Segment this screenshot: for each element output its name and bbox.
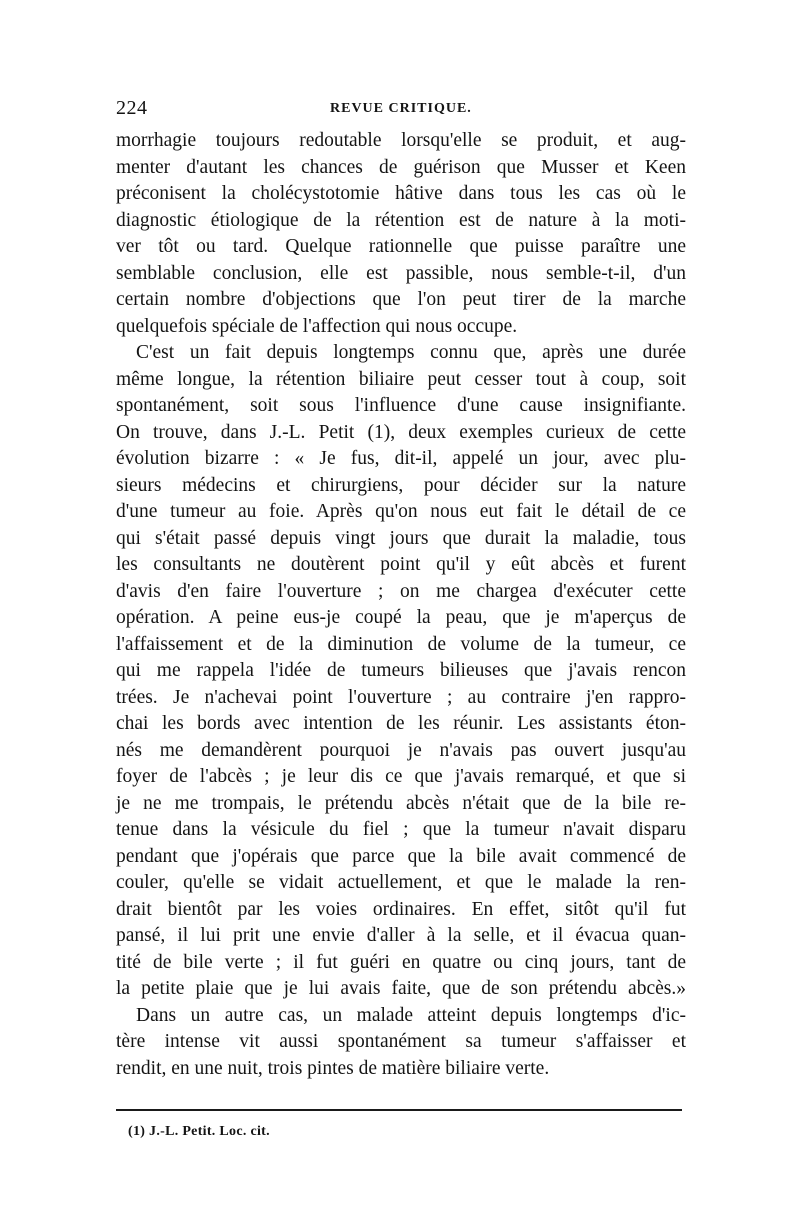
- page-header: [116, 97, 680, 121]
- text-line: morrhagie toujours redoutable lorsqu'elle se produit, et aug-: [116, 130, 686, 151]
- text-line: évolution bizarre : « Je fus, dit-il, appelé un jour, avec plu-: [116, 448, 686, 469]
- text-line: quelquefois spéciale de l'affection qui nous occupe.: [116, 315, 518, 337]
- text-line: couler, qu'elle se vidait actuellement, et que le malade la ren-: [116, 872, 686, 893]
- text-line: spontanément, soit sous l'influence d'une cause insignifiante.: [116, 395, 686, 416]
- running-title: REVUE CRITIQUE.: [330, 101, 472, 116]
- text-line: trées. Je n'achevai point l'ouverture ; au contraire j'en rappro-: [116, 686, 686, 708]
- text-line: menter d'autant les chances de guérison que Musser et Keen: [116, 156, 686, 178]
- text-line: ver tôt ou tard. Quelque rationnelle que puisse paraître une: [116, 236, 686, 257]
- body-text: [116, 128, 686, 1082]
- text-line: semblable conclusion, elle est passible, nous semble-t-il, d'un: [116, 262, 686, 284]
- text-line: qui me rappela l'idée de tumeurs bilieuses que j'avais rencon: [116, 660, 686, 681]
- footnote-divider: [116, 1109, 682, 1111]
- text-line: diagnostic étiologique de la rétention est de nature à la moti-: [116, 209, 686, 231]
- paragraph-start-line: C'est un fait depuis longtemps connu que, après une durée: [136, 342, 686, 363]
- text-line: l'affaissement et de la diminution de volume de la tumeur, ce: [116, 633, 686, 655]
- text-line: pendant que j'opérais que parce que la bile avait commencé de: [116, 845, 686, 867]
- text-line: d'une tumeur au foie. Après qu'on nous eut fait le détail de ce: [116, 501, 686, 522]
- text-line: nés me demandèrent pourquoi je n'avais pas ouvert jusqu'au: [116, 739, 686, 761]
- page-number: 224: [116, 97, 148, 119]
- text-line: préconisent la cholécystotomie hâtive dans tous les cas où le: [116, 183, 686, 204]
- text-line: tité de bile verte ; il fut guéri en quatre ou cinq jours, tant de: [116, 951, 686, 973]
- text-line: drait bientôt par les voies ordinaires. En effet, sitôt qu'il fut: [116, 898, 686, 920]
- text-line: tère intense vit aussi spontanément sa tumeur s'affaisser et: [116, 1031, 686, 1052]
- text-line: je ne me trompais, le prétendu abcès n'était que de la bile re-: [116, 792, 686, 814]
- text-line: même longue, la rétention biliaire peut cesser tout à coup, soit: [116, 368, 686, 390]
- text-line: rendit, en une nuit, trois pintes de matière biliaire verte.: [116, 1057, 550, 1079]
- text-line: la petite plaie que je lui avais faite, que de son prétendu abcès.»: [116, 978, 686, 999]
- text-line: pansé, il lui prit une envie d'aller à la selle, et il évacua quan-: [116, 925, 686, 946]
- text-line: chai les bords avec intention de les réunir. Les assistants éton-: [116, 713, 686, 734]
- text-line: opération. A peine eus-je coupé la peau, que je m'aperçus de: [116, 607, 686, 628]
- text-line: qui s'était passé depuis vingt jours que durait la maladie, tous: [116, 527, 686, 549]
- text-line: tenue dans la vésicule du fiel ; que la tumeur n'avait disparu: [116, 819, 686, 840]
- text-line: sieurs médecins et chirurgiens, pour décider sur la nature: [116, 474, 686, 496]
- text-line: On trouve, dans J.-L. Petit (1), deux exemples curieux de cette: [116, 421, 686, 443]
- text-line: les consultants ne doutèrent point qu'il y eût abcès et furent: [116, 554, 686, 575]
- text-line: d'avis d'en faire l'ouverture ; on me chargea d'exécuter cette: [116, 580, 686, 602]
- text-line: certain nombre d'objections que l'on peut tirer de la marche: [116, 289, 686, 310]
- paragraph-start-line: Dans un autre cas, un malade atteint depuis longtemps d'ic-: [136, 1004, 686, 1026]
- footnote: (1) J.-L. Petit. Loc. cit.: [128, 1124, 270, 1139]
- text-line: foyer de l'abcès ; je leur dis ce que j'avais remarqué, et que si: [116, 766, 686, 787]
